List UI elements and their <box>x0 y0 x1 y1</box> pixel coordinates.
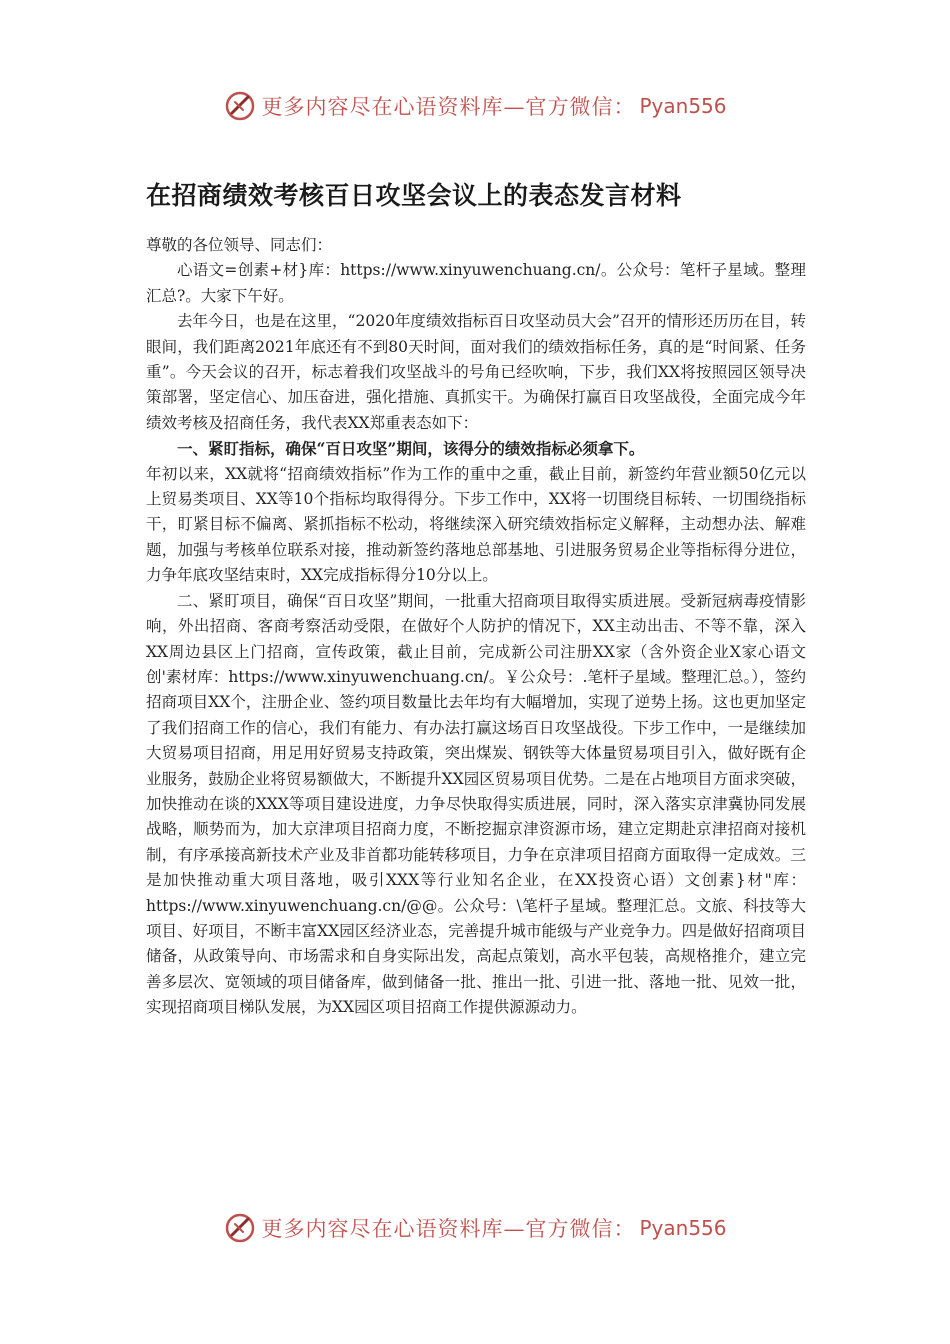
footer-banner <box>0 1208 950 1248</box>
paragraph-intro: 心语文=创素+材}库：https://www.xinyuwenchuang.cn/。公众号：笔杆子星域。整理汇总?。大家下午好。 <box>146 261 806 305</box>
banner-text: 更多内容尽在心语资料库—官方微信： <box>261 95 636 119</box>
banner-text: 更多内容尽在心语资料库—官方微信： <box>261 1217 636 1241</box>
banner-wechat: Pyan556 <box>639 94 727 118</box>
document-body <box>146 233 806 1021</box>
logo-icon <box>223 1211 257 1245</box>
paragraph-background: 去年今日，也是在这里，“2020年度绩效指标百日攻坚动员大会”召开的情形还历历在目，转眼间，我们距离2021年底还有不到80天时间，面对我们的绩效指标任务，真的是“时间紧、任务重”。今天会议的召开，标志着我们攻坚战斗的号角已经吹响，下步，我们XX将按照园区领导决策部署，坚定信心、加压奋进，强化措施、真抓实干。为确保打赢百日攻坚战役，全面完成今年绩效考核及招商任务，我代表XX郑重表态如下： <box>146 312 806 432</box>
paragraph-section-1: 年初以来，XX就将“招商绩效指标”作为工作的重中之重，截止目前，新签约年营业额50亿元以上贸易类项目、XX等10个指标均取得得分。下步工作中，XX将一切围绕目标转、一切围绕指标干，盯紧目标不偏离、紧抓指标不松动，将继续深入研究绩效指标定义解释，主动想办法、解难题，加强与考核单位联系对接，推动新签约落地总部基地、引进服务贸易企业等指标得分进位，力争年底攻坚结束时，XX完成指标得分10分以上。 <box>146 464 806 585</box>
salutation: 尊敬的各位领导、同志们： <box>146 236 333 254</box>
logo-icon <box>223 89 257 123</box>
section-heading-1: 一、紧盯指标，确保“百日攻坚”期间，该得分的绩效指标必须拿下。 <box>177 439 645 459</box>
banner-wechat: Pyan556 <box>639 1216 727 1240</box>
page-title: 在招商绩效考核百日攻坚会议上的表态发言材料 <box>146 181 682 210</box>
header-banner <box>0 86 950 126</box>
paragraph-section-2: 二、紧盯项目，确保“百日攻坚”期间，一批重大招商项目取得实质进展。受新冠病毒疫情影响，外出招商、客商考察活动受限，在做好个人防护的情况下，XX主动出击、不等不靠，深入XX周边县区上门招商，宣传政策，截止目前，完成新公司注册XX家（含外资企业X家心语文创'素材库：https://www.xinyuwenchuang.cn/。￥公众号：.笔杆子星域。整理汇总。），签约招商项目XX个，注册企业、签约项目数量比去年均有大幅增加，实现了逆势上扬。这也更加坚定了我们招商工作的信心，我们有能力、有办法打赢这场百日攻坚战役。下步工作中，一是继续加大贸易项目招商，用足用好贸易支持政策，突出煤炭、钢铁等大体量贸易项目引入，做好既有企业服务，鼓励企业将贸易额做大，不断提升XX园区贸易项目优势。二是在占地项目方面求突破，加快推动在谈的XXX等项目建设进度，力争尽快取得实质进展，同时，深入落实京津冀协同发展战略，顺势而为，加大京津项目招商力度，不断挖掘京津资源市场，建立定期赴京津招商对接机制，有序承接高新技术产业及非首都功能转移项目，力争在京津项目招商方面取得一定成效。三是加快推动重大项目落地，吸引XXX等行业知名企业，在XX投资心语）文创素}材"库：https://www.xinyuwenchuang.cn/@@。公众号：\笔杆子星域。整理汇总。文旅、科技等大项目、好项目，不断丰富XX园区经济业态，完善提升城市能级与产业竞争力。四是做好招商项目储备，从政策导向、市场需求和自身实际出发，高起点策划，高水平包装，高规格推介，建立完善多层次、宽领域的项目储备库，做到储备一批、推出一批、引进一批、落地一批、见效一批，实现招商项目梯队发展，为XX园区项目招商工作提供源源动力。 <box>146 591 806 1017</box>
